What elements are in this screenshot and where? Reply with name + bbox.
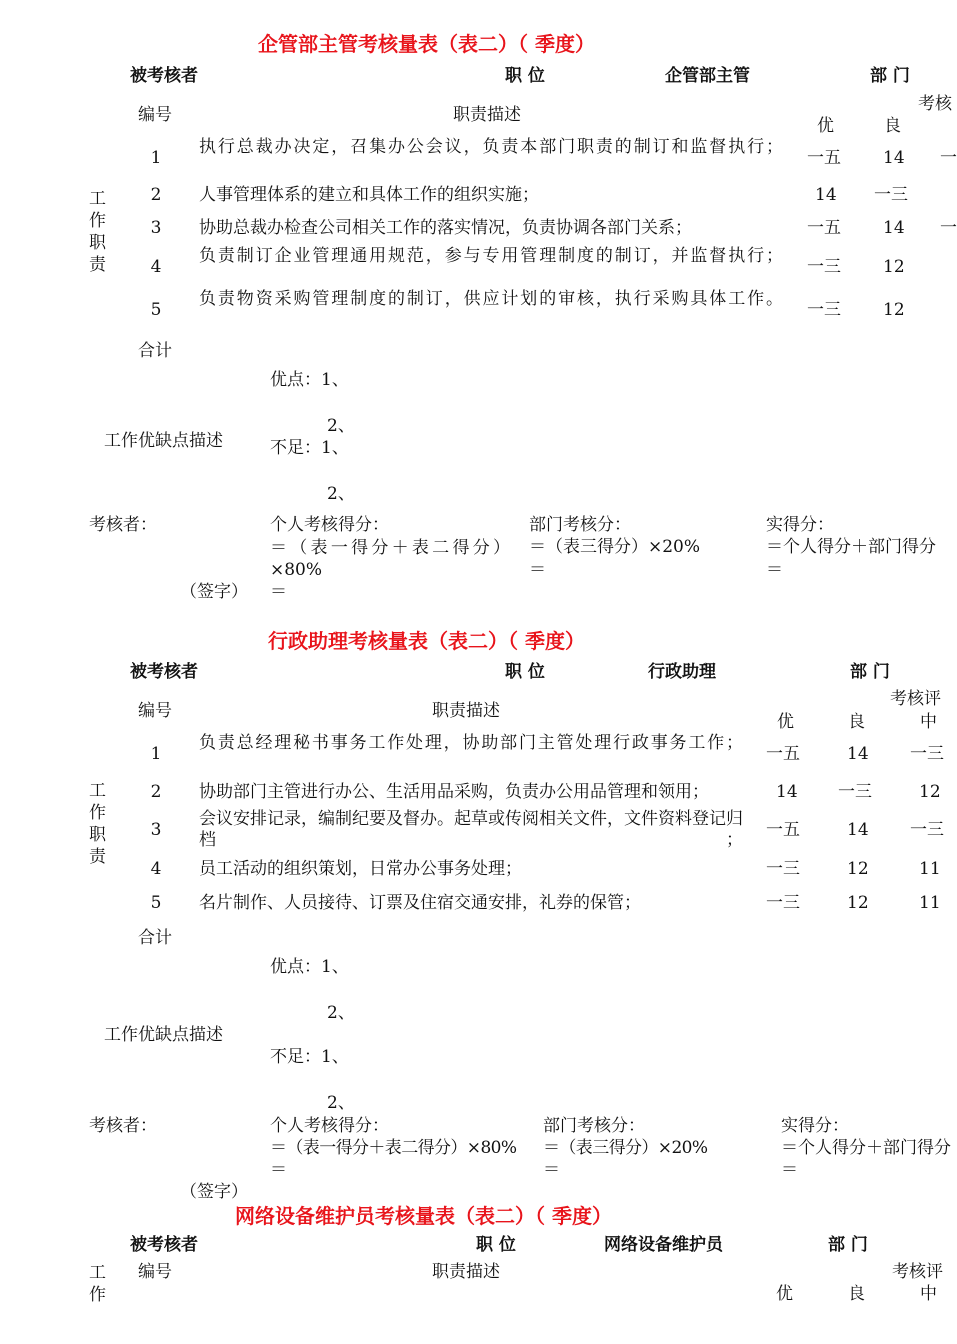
section2-position-label: 职 位 bbox=[505, 662, 545, 682]
section1-buzu2: 2、 bbox=[327, 484, 355, 504]
section1-personal-formula: ＝（表一得分＋表二得分）×80% bbox=[270, 538, 510, 580]
table-row-desc: 负责制订企业管理通用规范，参与专用管理制度的制订，并监督执行； bbox=[199, 246, 783, 266]
section2-total-label: 合计 bbox=[138, 928, 172, 948]
section2-buzu: 不足：1、 bbox=[270, 1047, 349, 1067]
table-row-liang: 12 bbox=[883, 257, 905, 277]
section3-col-you: 优 bbox=[776, 1284, 793, 1304]
section3-col-liang: 良 bbox=[848, 1284, 865, 1304]
section3-dept-label: 部 门 bbox=[828, 1235, 868, 1255]
table-row-liang: 14 bbox=[883, 148, 905, 168]
section1-total-label: 合计 bbox=[138, 341, 172, 361]
table-row-desc: 负责物资采购管理制度的制订，供应计划的审核，执行采购具体工作。 bbox=[199, 289, 783, 309]
section1-sign-label: （签字） bbox=[180, 582, 248, 602]
section2-merits-label: 工作优缺点描述 bbox=[104, 1025, 223, 1045]
table-row-you: 14 bbox=[815, 185, 837, 205]
table-row-liang: 12 bbox=[847, 859, 869, 879]
section1-position-label: 职 位 bbox=[505, 66, 545, 86]
section2-personal-eq: ＝ bbox=[270, 1160, 287, 1180]
section1-real-title: 实得分： bbox=[766, 515, 834, 535]
table-row-liang: 12 bbox=[847, 893, 869, 913]
table-row-you: 一三 bbox=[766, 893, 800, 913]
section3-col-desc: 职责描述 bbox=[432, 1262, 500, 1282]
section2-real-title: 实得分： bbox=[781, 1116, 849, 1136]
table-row-no: 1 bbox=[150, 148, 162, 168]
section1-col-no: 编号 bbox=[138, 105, 172, 125]
section2-buzu2: 2、 bbox=[327, 1093, 355, 1113]
table-row-you: 一五 bbox=[766, 744, 800, 764]
section2-examinee-label: 被考核者 bbox=[130, 662, 198, 682]
table-row-no: 4 bbox=[150, 257, 162, 277]
table-row-zhong: 一三 bbox=[910, 820, 944, 840]
section1-youdian2: 2、 bbox=[327, 416, 355, 436]
table-row-you: 一五 bbox=[766, 820, 800, 840]
section1-real-formula: ＝个人得分＋部门得分 bbox=[766, 537, 936, 557]
section2-title: 行政助理考核量表（表二）（ 季度） bbox=[268, 629, 585, 653]
section1-col-desc: 职责描述 bbox=[453, 105, 521, 125]
table-row-desc: 名片制作、人员接待、订票及住宿交通安排，礼券的保管； bbox=[199, 893, 641, 913]
table-row-desc: 人事管理体系的建立和具体工作的组织实施； bbox=[199, 185, 539, 205]
section2-personal-title: 个人考核得分： bbox=[270, 1116, 389, 1136]
table-row-you: 14 bbox=[776, 782, 798, 802]
section2-sign-label: （签字） bbox=[180, 1182, 248, 1202]
section2-rating-header: 考核评 bbox=[890, 689, 941, 709]
section2-dept-eq: ＝ bbox=[543, 1160, 560, 1180]
section1-col-you: 优 bbox=[817, 116, 834, 136]
section1-title: 企管部主管考核量表（表二）（ 季度） bbox=[258, 32, 595, 56]
table-row-liang: 12 bbox=[883, 300, 905, 320]
table-row-no: 3 bbox=[150, 820, 162, 840]
table-row-no: 5 bbox=[150, 893, 162, 913]
table-row-no: 5 bbox=[150, 300, 162, 320]
section3-side-label: 工作 bbox=[89, 1263, 106, 1305]
table-row-you: 一三 bbox=[807, 300, 841, 320]
table-row-no: 2 bbox=[150, 782, 162, 802]
section1-dept-label: 部 门 bbox=[870, 66, 910, 86]
section2-youdian: 优点：1、 bbox=[270, 957, 349, 977]
section1-examiner-label: 考核者： bbox=[89, 515, 157, 535]
section2-col-you: 优 bbox=[777, 712, 794, 732]
section1-col-liang: 良 bbox=[884, 116, 901, 136]
section2-dept-formula: ＝（表三得分）×20% bbox=[543, 1138, 708, 1158]
table-row-desc: 协助部门主管进行办公、生活用品采购，负责办公用品管理和领用； bbox=[199, 782, 709, 802]
section1-examinee-label: 被考核者 bbox=[130, 66, 198, 86]
table-row-zhong: 11 bbox=[919, 893, 941, 913]
section2-real-eq: ＝ bbox=[781, 1160, 798, 1180]
section1-real-eq: ＝ bbox=[766, 560, 783, 580]
section2-col-liang: 良 bbox=[848, 712, 865, 732]
table-row-you: 一五 bbox=[807, 148, 841, 168]
section2-col-zhong: 中 bbox=[920, 712, 937, 732]
section1-personal-eq: ＝ bbox=[270, 582, 287, 602]
section1-position-value: 企管部主管 bbox=[665, 66, 750, 86]
section3-rating-header: 考核评 bbox=[892, 1262, 943, 1282]
table-row-zhong: 11 bbox=[919, 859, 941, 879]
section1-youdian: 优点：1、 bbox=[270, 370, 349, 390]
table-row-no: 2 bbox=[150, 185, 162, 205]
table-row-no: 4 bbox=[150, 859, 162, 879]
section1-dept-eq: ＝ bbox=[529, 560, 546, 580]
table-row-zhong: 12 bbox=[919, 782, 941, 802]
section2-real-formula: ＝个人得分＋部门得分 bbox=[781, 1138, 951, 1158]
section3-col-zhong: 中 bbox=[920, 1284, 937, 1304]
section2-col-desc: 职责描述 bbox=[432, 701, 500, 721]
table-row-you: 一五 bbox=[807, 218, 841, 238]
section1-dept-title: 部门考核分： bbox=[529, 515, 631, 535]
table-row-liang: 14 bbox=[847, 744, 869, 764]
section1-merits-label: 工作优缺点描述 bbox=[104, 431, 223, 451]
table-row-desc: 会议安排记录，编制纪要及督办。起草或传阅相关文件，文件资料登记归档； bbox=[199, 809, 743, 850]
table-row-desc: 员工活动的组织策划，日常办公事务处理； bbox=[199, 859, 522, 879]
section2-dept-label: 部 门 bbox=[850, 662, 890, 682]
table-row-zhong: 一 bbox=[940, 218, 957, 238]
section1-rating-header: 考核 bbox=[918, 94, 952, 114]
table-row-desc: 负责总经理秘书事务工作处理，协助部门主管处理行政事务工作； bbox=[199, 733, 743, 753]
section3-col-no: 编号 bbox=[138, 1262, 172, 1282]
section3-position-label: 职 位 bbox=[476, 1235, 516, 1255]
table-row-liang: 一三 bbox=[874, 185, 908, 205]
section2-dept-title: 部门考核分： bbox=[543, 1116, 645, 1136]
table-row-zhong: 一 bbox=[940, 148, 957, 168]
table-row-desc: 协助总裁办检查公司相关工作的落实情况，负责协调各部门关系； bbox=[199, 218, 692, 238]
section1-dept-formula: ＝（表三得分）×20% bbox=[529, 537, 701, 557]
table-row-zhong: 一三 bbox=[910, 744, 944, 764]
section1-buzu: 不足：1、 bbox=[270, 438, 349, 458]
section3-examinee-label: 被考核者 bbox=[130, 1235, 198, 1255]
section2-youdian2: 2、 bbox=[327, 1003, 355, 1023]
section2-examiner-label: 考核者： bbox=[89, 1116, 157, 1136]
table-row-liang: 14 bbox=[883, 218, 905, 238]
section2-side-label: 工作职责 bbox=[89, 781, 106, 867]
section3-position-value: 网络设备维护员 bbox=[604, 1235, 723, 1255]
table-row-you: 一三 bbox=[807, 257, 841, 277]
section1-side-label: 工作职责 bbox=[89, 189, 106, 275]
section2-position-value: 行政助理 bbox=[648, 662, 716, 682]
section1-personal-title: 个人考核得分： bbox=[270, 515, 389, 535]
table-row-liang: 14 bbox=[847, 820, 869, 840]
table-row-you: 一三 bbox=[766, 859, 800, 879]
section3-title: 网络设备维护员考核量表（表二）（ 季度） bbox=[235, 1204, 612, 1228]
section2-col-no: 编号 bbox=[138, 701, 172, 721]
table-row-no: 3 bbox=[150, 218, 162, 238]
table-row-desc: 执行总裁办决定，召集办公会议，负责本部门职责的制订和监督执行； bbox=[199, 137, 783, 157]
table-row-no: 1 bbox=[150, 744, 162, 764]
table-row-liang: 一三 bbox=[838, 782, 872, 802]
section2-personal-formula: ＝（表一得分＋表二得分）×80% bbox=[270, 1138, 517, 1158]
